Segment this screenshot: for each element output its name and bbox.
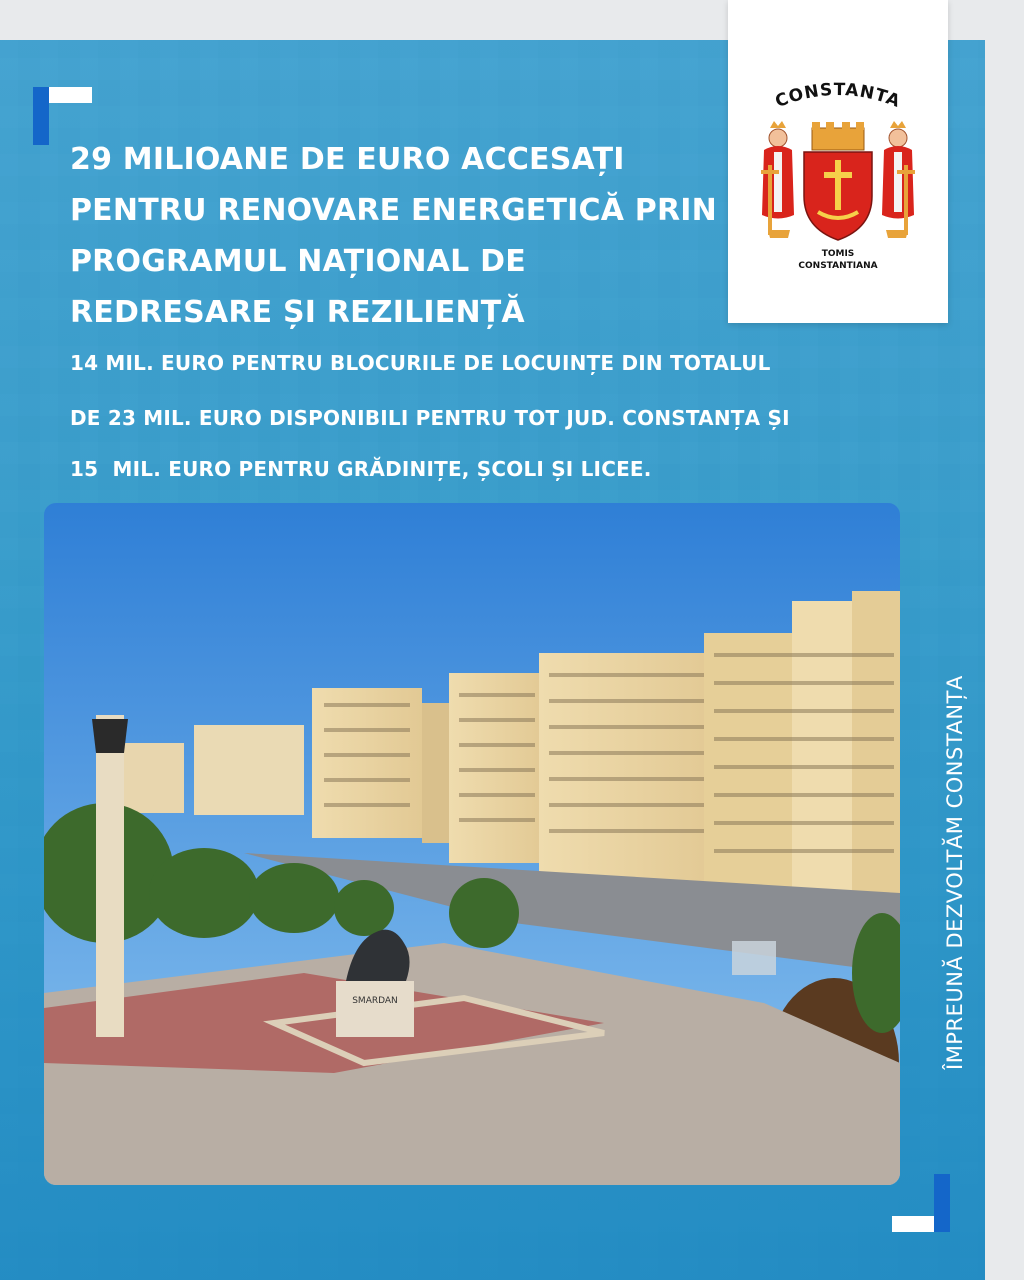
city-logo-card bbox=[728, 0, 948, 323]
logo-shield bbox=[804, 152, 872, 240]
subtext-line-2: DE 23 MIL. EURO DISPONIBILI PENTRU TOT JUD. CONSTANȚA ȘI bbox=[70, 406, 790, 430]
logo-right-supporter bbox=[882, 121, 915, 238]
slogan-vertical: ÎMPREUNĂ DEZVOLTĂM CONSTANȚA bbox=[943, 675, 967, 1070]
logo-top-text: CONSTANTA bbox=[772, 79, 904, 113]
city-square-photo bbox=[44, 503, 900, 1185]
corner-accent-bottom-blue bbox=[934, 1174, 950, 1232]
bus-stop bbox=[732, 941, 776, 975]
logo-mural-crown bbox=[812, 122, 864, 150]
headline: 29 MILIOANE DE EURO ACCESAȚI PENTRU RENOVARE ENERGETICĂ PRIN PROGRAMUL NAȚIONAL DE REDRESARE ȘI REZILIENȚĂ bbox=[70, 142, 717, 330]
logo-left-supporter bbox=[761, 121, 794, 238]
city-coat-of-arms bbox=[728, 0, 948, 323]
logo-bottom-text-1: TOMIS bbox=[821, 249, 855, 259]
subtext-line-3: 15 MIL. EURO PENTRU GRĂDINIȚE, ȘCOLI ȘI LICEE. bbox=[70, 457, 652, 481]
logo-bottom-text-2: CONSTANTIANA bbox=[798, 261, 878, 271]
subtext-line-1: 14 MIL. EURO PENTRU BLOCURILE DE LOCUINȚE DIN TOTALUL bbox=[70, 351, 771, 375]
obelisk bbox=[92, 715, 128, 1037]
monument-inscription: SMARDAN bbox=[352, 996, 398, 1006]
corner-accent-top-blue bbox=[33, 87, 49, 145]
svg-text:CONSTANTA bbox=[773, 80, 904, 112]
city-square-illustration bbox=[44, 503, 900, 1185]
